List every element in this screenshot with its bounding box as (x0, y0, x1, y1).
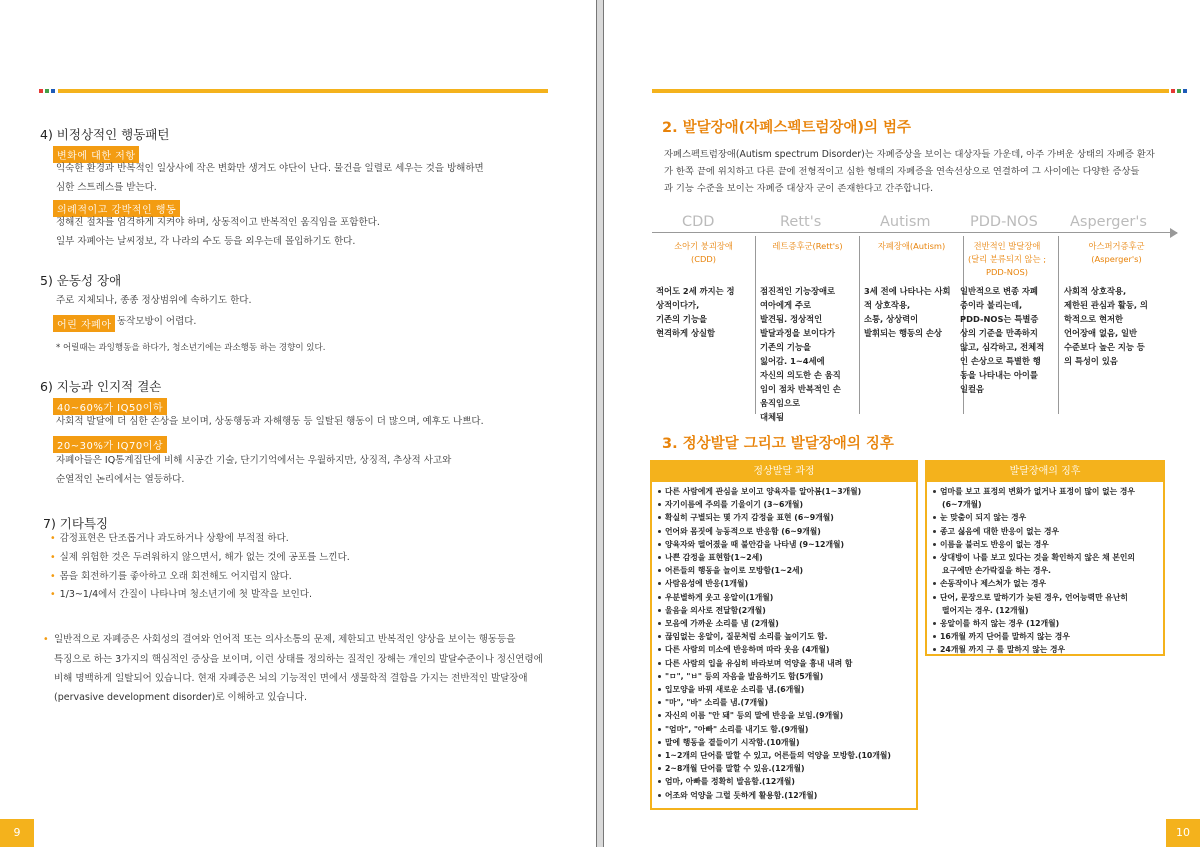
list-item (931, 525, 1163, 538)
normal-development-list (652, 482, 916, 802)
bullet-icon (658, 490, 661, 493)
list-item-text: 모음에 가까운 소리를 냄 (2개월) (665, 619, 779, 629)
bullet-icon (933, 516, 936, 519)
body-text: 정해진 절차를 엄격하게 지켜야 하며, 상동적이고 반복적인 움직임을 포함한다. (56, 217, 380, 228)
box-title: 발달장애의 징후 (927, 462, 1163, 482)
list-item-text: 끊임없는 옹알이, 질문처럼 소리를 높이기도 함. (665, 632, 828, 642)
column-head: 레트증후군(Rett's) (772, 241, 843, 251)
body-text: 심한 스트레스를 받는다. (56, 182, 157, 193)
list-item (656, 723, 916, 736)
list-item (656, 775, 916, 788)
list-item (931, 564, 1163, 577)
footnote: * 어릴때는 과잉행동을 하다가, 청소년기에는 과소행동 하는 경향이 있다. (56, 343, 326, 353)
spectrum-column (652, 236, 756, 414)
section-heading: 4) 비정상적인 행동패턴 (40, 127, 170, 142)
list-item-text: 어른들의 행동을 놀이로 모방함(1~2세) (665, 566, 804, 576)
column-head: 전반적인 발달장애 (달리 분류되지 않는 ; PDD-NOS) (967, 241, 1047, 277)
list-item (656, 670, 916, 683)
list-item (931, 511, 1163, 524)
column-body: 3세 전에 나타나는 사회 적 상호작용, 소통, 상상력이 발휘되는 행동의 손상 (864, 286, 951, 338)
bullet-icon: • (50, 533, 56, 544)
bullet-icon (658, 543, 661, 546)
header-rule (652, 89, 1169, 93)
red-square-icon (39, 89, 43, 93)
list-item-text: 떨어지는 경우. (12개월) (942, 605, 1029, 615)
bullet-icon (658, 503, 661, 506)
list-item-text: 입모양을 바꿔 새로운 소리를 냄.(6개월) (665, 685, 805, 695)
column-body: 일반적으로 변종 자폐 증이라 불리는데, PDD-NOS는 특별증 상의 기준을 만족하지 않고, 심각하고, 전체적 인 손상으로 특별한 행 동을 나타내는 아이를 일컬음 (960, 286, 1045, 394)
bullet-icon (658, 728, 661, 731)
list-item: • 실제 위험한 것은 두려워하지 않으면서, 해가 없는 것에 공포를 느낀다. (50, 552, 350, 563)
highlight-label: 어린 자폐아 (53, 315, 115, 332)
list-item-text: 단어, 문장으로 말하기가 늦된 경우, 언어능력만 유난히 (940, 592, 1128, 602)
bullet-icon (933, 648, 936, 651)
list-item-text: 확실히 구별되는 몇 가지 감정을 표현 (6~9개월) (665, 513, 834, 523)
summary-text: 일반적으로 자폐증은 사회성의 결여와 언어적 또는 의사소통의 문제, 제한되고 반복적인 양상을 보이는 행동등을 (54, 634, 516, 645)
bullet-icon (658, 662, 661, 665)
list-item (656, 643, 916, 656)
list-item-text: 다른 사람의 미소에 반응하며 따라 웃음 (4개월) (665, 645, 830, 655)
list-item (656, 736, 916, 749)
section-heading: 6) 지능과 인지적 결손 (40, 379, 162, 394)
box-title: 정상발달 과정 (652, 462, 916, 482)
column-body: 사회적 상호작용, 제한된 관심과 활동, 의 학적으로 현저한 언어장애 없음, 일반 수준보다 높은 지능 등 의 특성이 있음 (1064, 286, 1148, 366)
spectrum-column (860, 236, 964, 414)
section-title: 3. 정상발달 그리고 발달장애의 징후 (662, 436, 894, 452)
list-item (931, 577, 1163, 590)
list-item-text: 24개월 까지 구 를 말하지 않는 경우 (940, 645, 1066, 655)
bullet-icon (933, 635, 936, 638)
spectrum-label: CDD (682, 214, 715, 230)
bullet-icon: • (43, 634, 49, 645)
bullet-icon (658, 648, 661, 651)
body-text: 주로 지체되나, 종종 정상범위에 속하기도 한다. (56, 295, 252, 306)
list-item (656, 617, 916, 630)
list-item (656, 630, 916, 643)
highlight-label: 변화에 대한 저항 (53, 146, 139, 163)
header-rule (58, 89, 548, 93)
list-item: • 감정표현은 단조롭거나 과도하거나 상황에 부적절 하다. (50, 533, 289, 544)
bullet-icon (658, 675, 661, 678)
list-item-text: 말에 행동을 곁들이기 시작함.(10개월) (665, 737, 800, 747)
bullet-icon (658, 701, 661, 704)
list-item-text: 나쁜 감정을 표현함(1~2세) (665, 553, 763, 563)
bullet-icon (658, 741, 661, 744)
list-item: • 몸을 회전하기를 좋아하고 오래 회전해도 어지럽지 않다. (50, 571, 292, 582)
column-head: 소아기 붕괴장애 (CDD) (674, 241, 733, 264)
list-item-text: 손동작이나 제스처가 없는 경우 (940, 579, 1047, 589)
bullet-icon (933, 530, 936, 533)
highlight-label: 40~60%가 IQ50이하 (53, 398, 167, 415)
green-square-icon (1177, 89, 1181, 93)
right-page (603, 0, 1200, 847)
list-item-text: 어조와 억양을 그럴 듯하게 활용함.(12개월) (665, 790, 818, 800)
list-item (931, 617, 1163, 630)
list-item (656, 657, 916, 670)
list-item (931, 643, 1163, 656)
bullet-icon (658, 754, 661, 757)
list-item-text: 상대방이 나를 보고 있다는 것을 확인하지 않은 채 본인의 (940, 553, 1135, 563)
list-item-text: 울음을 의사로 전달함(2개월) (665, 605, 766, 615)
bullet-icon (658, 780, 661, 783)
blue-square-icon (51, 89, 55, 93)
list-item-text: 옹알이를 하지 않는 경우 (12개월) (940, 619, 1060, 629)
list-item: • 1/3~1/4에서 간질이 나타나며 청소년기에 첫 발작을 보인다. (50, 589, 313, 600)
list-item (931, 485, 1163, 498)
summary-text: 특징으로 하는 3가지의 핵심적인 증상을 보이며, 이런 상태를 정의하는 질적인 장해는 개인의 발달수준이나 정신연령에 (54, 654, 543, 665)
list-item-text: 종고 싫음에 대한 반응이 없는 경우 (940, 526, 1060, 536)
spectrum-axis (652, 232, 1177, 233)
warning-signs-box (925, 460, 1165, 656)
body-text: 사회적 발달에 더 심한 손상을 보이며, 상동행동과 자해행동 등 일탈된 행동이 더 많으며, 예후도 나쁘다. (56, 416, 484, 427)
list-item (656, 511, 916, 524)
list-item (656, 538, 916, 551)
list-item (656, 591, 916, 604)
summary-text: (pervasive development disorder)로 이해하고 있습니다. (54, 692, 308, 703)
list-item-text: 자신의 이름 "안 돼" 등의 말에 반응을 보임.(9개월) (665, 711, 844, 721)
intro-text: 자폐스펙트럼장애(Autism spectrum Disorder)는 자폐증상을 보이는 대상자들 가운데, 아주 가벼운 상태의 자폐증 환자 (664, 149, 1155, 160)
list-item-text: (6~7개월) (942, 500, 982, 510)
spectrum-column (756, 236, 860, 422)
bullet-icon (658, 556, 661, 559)
list-item (931, 538, 1163, 551)
list-item (656, 564, 916, 577)
spectrum-label: Rett's (780, 214, 822, 230)
list-item-text: 엄마를 보고 표정의 변화가 없거나 표정이 많이 없는 경우 (940, 487, 1135, 496)
list-item-text: 16개월 까지 단어를 말하지 않는 경우 (940, 632, 1070, 642)
list-item (656, 604, 916, 617)
green-square-icon (45, 89, 49, 93)
bullet-icon (933, 543, 936, 546)
spectrum-column (956, 236, 1059, 414)
list-item-text: "마", "바" 소리를 냄.(7개월) (665, 698, 769, 708)
body-text: 익숙한 환경과 반복적인 일상사에 작은 변화만 생겨도 야단이 난다. 물건을 일렬로 세우는 것을 방해하면 (56, 163, 484, 174)
list-item-text: 언어와 몸짓에 능동적으로 반응함 (6~9개월) (665, 526, 821, 536)
list-item-text: 우분별하게 웃고 옹알이(1개월) (665, 592, 774, 602)
list-item (656, 762, 916, 775)
spectrum-label: Asperger's (1070, 214, 1147, 230)
bullet-icon (658, 530, 661, 533)
normal-development-box (650, 460, 918, 810)
bullet-icon (658, 516, 661, 519)
spectrum-label: Autism (880, 214, 931, 230)
highlight-label: 20~30%가 IQ70이상 (53, 436, 167, 453)
column-head: 아스퍼거증후군 (Asperger's) (1088, 241, 1145, 264)
section-title: 2. 발달장애(자폐스펙트럼장애)의 범주 (662, 120, 912, 136)
column-head: 자폐장애(Autism) (877, 241, 946, 251)
list-item-text: 1~2개의 단어를 말할 수 있고, 어른들의 억양을 모방함.(10개월) (665, 751, 891, 761)
list-item (656, 551, 916, 564)
section-heading: 5) 운동성 장애 (40, 273, 122, 288)
list-item (931, 630, 1163, 643)
intro-text: 과 기능 수준을 보이는 자폐증 대상자 군이 존재한다고 간주합니다. (664, 183, 934, 194)
page-number: 10 (1166, 819, 1200, 847)
list-item-text: 자기이름에 주의를 기울이기 (3~6개월) (665, 500, 804, 510)
bullet-icon (658, 688, 661, 691)
body-text: 동작모방이 어렵다. (117, 316, 197, 327)
list-item-text: 양육자와 떨어졌을 때 불안감을 나타냄 (9~12개월) (665, 539, 845, 549)
list-item (656, 683, 916, 696)
bullet-icon (933, 556, 936, 559)
list-item (931, 551, 1163, 564)
section-heading: 7) 기타특징 (43, 516, 109, 531)
list-item-text: 다른 사람에게 관심을 보이고 양육자를 알아봄(1~3개월) (665, 487, 862, 496)
spectrum-column (1060, 236, 1173, 414)
list-item (656, 749, 916, 762)
body-text: 자폐아들은 IQ통계집단에 비해 시공간 기술, 단기기억에서는 우월하지만, 상징적, 추상적 사고와 (56, 455, 452, 466)
list-item-text: "ㅁ", "ㅂ" 등의 자음을 발음하기도 함(5개월) (665, 671, 824, 681)
bullet-icon (658, 635, 661, 638)
list-item-text: 이름을 불러도 반응이 없는 경우 (940, 539, 1049, 549)
list-item (931, 498, 1163, 511)
bullet-icon (658, 794, 661, 797)
intro-text: 가 한쪽 끝에 위치하고 다른 끝에 전형적이고 심한 형태의 자폐증을 연속선상으로 연결하여 그 사이에는 다양한 증상들 (664, 166, 1140, 177)
list-item (656, 485, 916, 498)
page-number: 9 (0, 819, 34, 847)
highlight-label: 의례적이고 강박적인 행동 (53, 200, 180, 217)
list-item (656, 577, 916, 590)
list-item (656, 525, 916, 538)
red-square-icon (1171, 89, 1175, 93)
list-item (656, 789, 916, 802)
bullet-icon: • (50, 571, 56, 582)
list-item-text: 요구에만 손가락질을 하는 경우. (942, 566, 1052, 576)
list-item (656, 696, 916, 709)
bullet-icon (933, 596, 936, 599)
bullet-icon (933, 582, 936, 585)
list-item-text: 2~8개월 단어를 말할 수 있음.(12개월) (665, 764, 805, 774)
list-item (656, 498, 916, 511)
list-item (931, 591, 1163, 604)
list-item-text: 엄마, 아빠를 정확히 발음함.(12개월) (665, 777, 795, 787)
list-item (931, 604, 1163, 617)
summary-text: 비해 명백하게 일탈되어 있습니다. 현재 자폐증은 뇌의 기능적인 면에서 생물학적 결함을 가지는 전반적인 발달장애 (54, 673, 528, 684)
column-body: 적어도 2세 까지는 정 상적이다가, 기존의 기능을 현격하게 상실함 (656, 286, 735, 338)
bullet-icon (658, 714, 661, 717)
left-page (0, 0, 597, 847)
column-body: 점진적인 기능장애로 여아에게 주로 발견됨. 정상적인 발달과정을 보이다가 기존의 기능을 잃어감. 1~4세에 자신의 의도한 손 움직 임이 점차 반복적인 손 움직임으로 대체됨 (760, 286, 841, 422)
bullet-icon (933, 622, 936, 625)
bullet-icon: • (50, 552, 56, 563)
bullet-icon (658, 609, 661, 612)
bullet-icon (658, 596, 661, 599)
body-text: 일부 자폐아는 날씨정보, 각 나라의 수도 등을 외우는데 몰입하기도 한다. (56, 236, 356, 247)
bullet-icon (933, 490, 936, 493)
bullet-icon: • (50, 589, 56, 600)
bullet-icon (658, 767, 661, 770)
bullet-icon (658, 582, 661, 585)
blue-square-icon (1183, 89, 1187, 93)
body-text: 순열적인 논리에서는 열등하다. (56, 474, 185, 485)
list-item-text: 다른 사람의 입을 유심히 바라보며 억양을 흉내 내려 함 (665, 658, 853, 668)
list-item-text: "엄마", "아빠" 소리를 내기도 함.(9개월) (665, 724, 809, 734)
list-item-text: 사람음성에 반응(1개월) (665, 579, 749, 589)
list-item-text: 눈 맞춤이 되지 않는 경우 (940, 513, 1027, 523)
warning-signs-list (927, 482, 1163, 657)
list-item (656, 709, 916, 722)
bullet-icon (658, 622, 661, 625)
spectrum-label: PDD-NOS (970, 214, 1038, 230)
bullet-icon (658, 569, 661, 572)
